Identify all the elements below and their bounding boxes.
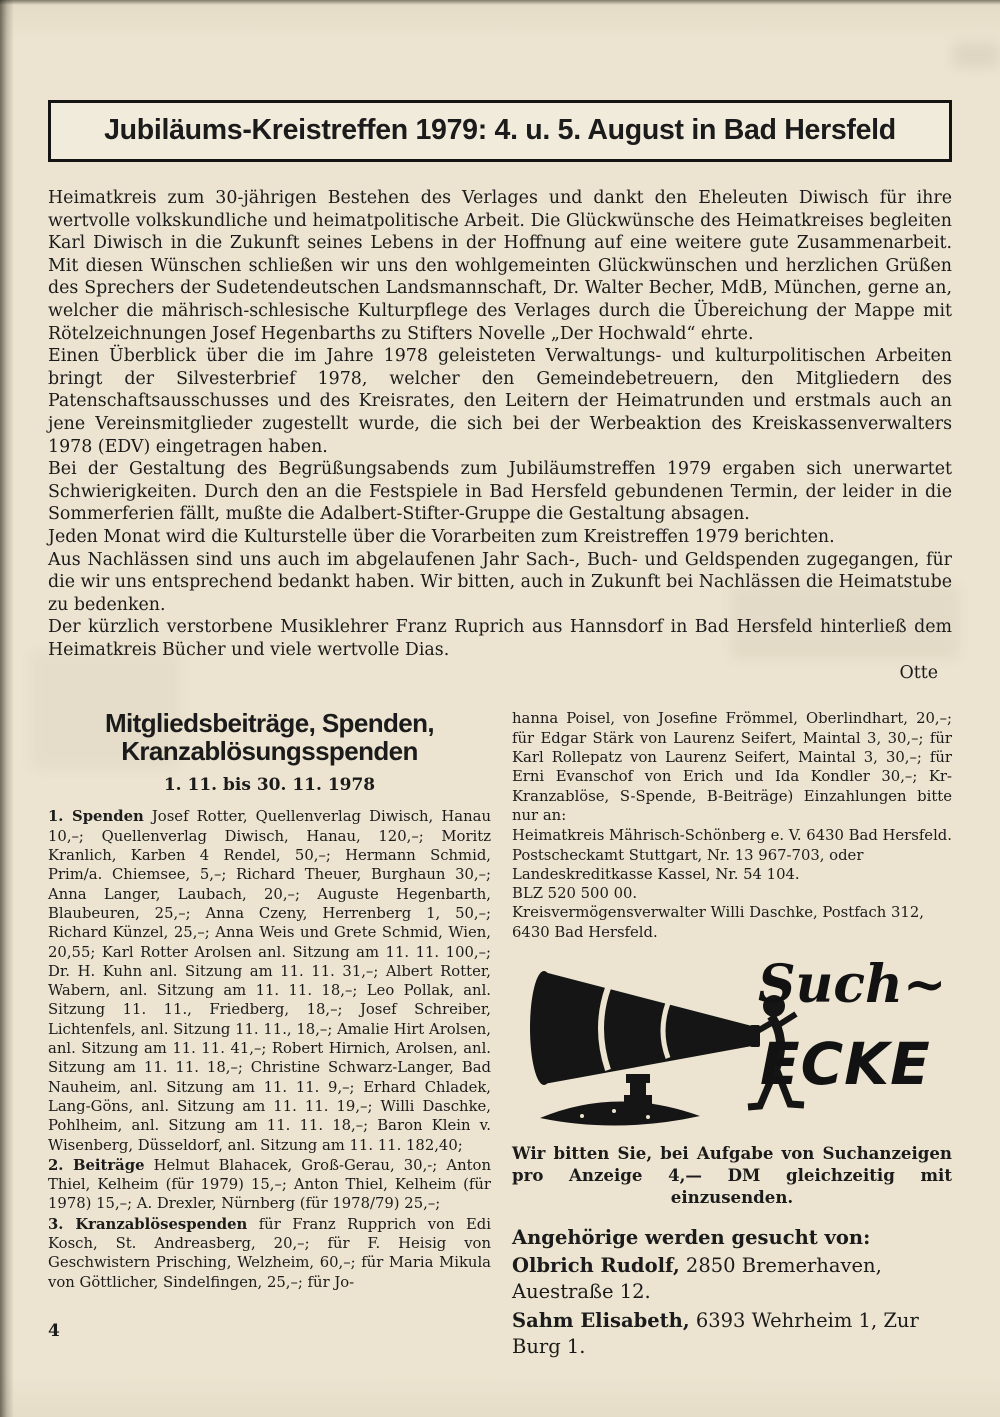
gesucht-heading: Angehörige werden gesucht von: [512, 1226, 871, 1250]
section-label: 1. Spenden [48, 808, 144, 826]
article-title: Jubiläums-Kreistreffen 1979: 4. u. 5. August in Bad Hersfeld [104, 114, 896, 146]
donations-list [48, 807, 491, 1291]
intro-paragraph: Heimatkreis zum 30-jährigen Bestehen des Verlages und dankt den Eheleuten Diwisch für ihre wertvolle volkskundliche und heimatpolitische Arbeit. Die Glückwünsche des Heimatkreises begleiten Karl Diwisch in die Zukunft seines Lebens in der Hoffnung auf eine weitere gute Zusammenarbeit. Mit diesen Wünschen schließen wir uns den wohlgemeinten Glückwünschen und herzlichen Grüßen des Sprechers der Sudetendeutschen Landsmannschaft, Dr. Walter Becher, MdB, München, gerne an, welcher die mährisch-schlesische Kulturpflege des Verlages durch die Übereichung der Mappe mit Rötelzeichnungen Josef Hegenbarths zu Stifters Novelle „Der Hochwald“ ehrte. [48, 188, 952, 344]
donations-heading-line2: Kranzablösungsspenden [121, 736, 418, 767]
article-title-box [48, 100, 952, 162]
gesucht-name: Sahm Elisabeth, [512, 1309, 690, 1333]
author-signature: Otte [899, 663, 938, 684]
intro-text-block [48, 187, 952, 661]
scan-edge-shadow-left [0, 0, 14, 1417]
section-text: Josef Rotter, Quellenverlag Diwisch, Hanau 10,–; Quellenverlag Diwisch, Hanau, 120,–; Moritz Kranlich, Karben 4 Rendel, 50,–; Hermann Schmid, Prim/a. Chiemsee, 5,–; Richard Theuer, Burghaun 30,–; Anna Langer, Laubach, 20,–; Auguste Hegenbarth, Blaubeuren, 25,–; Anna Czeny, Herrenberg 1, 50,–; Richard Künzel, 25,–; Anna Weis und Grete Schmid, Wien, 20,55; Karl Rotter Arolsen anl. Sitzung am 11. 11. 100,–; Dr. H. Kuhn anl. Sitzung am 11. 11. 31,–; Albert Rotter, Wabern, anl. Sitzung am 11. 11. 18,–; Leo Pollak, anl. Sitzung 11. 11., Friedberg, 18,–; Josef Schreiber, Lichtenfels, anl. Sitzung 11. 11., 18,–; Amalie Hirt Arolsen, anl. Sitzung am 11. 11. 41,–; Robert Hirnich, Arolsen, anl. Sitzung am 11. 11. 18,–; Christine Schwarz-Langer, Bad Nauheim, anl. Sitzung am 11. 11. 9,–; Erhard Chladek, Lang-Göns, anl. Sitzung am 11. 11. 19,–; Willi Daschke, Pohlheim, anl. Sitzung am 11. 11. 18,–; Baron Klein v. Wisenberg, Düsseldorf, anl. Sitzung am 11. 11. 182,40; [48, 808, 491, 1154]
section-label: 2. Beiträge [48, 1156, 145, 1174]
such-ecke-illustration [512, 956, 952, 1134]
gesucht-entry [512, 1253, 952, 1304]
treasurer-line: Kreisvermögensverwalter Willi Daschke, Postfach 312, 6430 Bad Hersfeld. [512, 904, 924, 941]
intro-paragraph: Einen Überblick über die im Jahre 1978 geleisteten Verwaltungs- und kulturpolitischen Arbeiten bringt der Silvesterbrief 1978, welcher den Gemeindebetreuern, den Mitgliedern des Patenschaftsausschusses und des Kreisrates, den Leitern der Heimatrunden und erstmals auch an jene Vereinsmitglieder zugestellt wurde, die sich bei der Werbeaktion des Kreiskassenverwalters 1978 (EDV) eingetragen haben. [48, 346, 952, 457]
payee-line: Heimatkreis Mährisch-Schönberg e. V. 6430 Bad Hersfeld. [512, 827, 952, 845]
left-column [48, 709, 491, 1359]
donations-section-kranzabloese [48, 1215, 491, 1292]
donations-section-beitraege [48, 1156, 491, 1214]
right-column [512, 709, 952, 1359]
gesucht-address: 6393 Wehrheim 1, Zur Burg 1. [512, 1309, 919, 1358]
donations-section-spenden [48, 807, 491, 1154]
gesucht-name: Olbrich Rudolf, [512, 1254, 680, 1278]
two-column-section [48, 709, 952, 1359]
gesucht-entry [512, 1308, 952, 1359]
donations-continuation [512, 709, 952, 825]
intro-paragraph: Aus Nachlässen sind uns auch im abgelaufenen Jahr Sach-, Buch- und Geldspenden zugegangen, für die wir uns entsprechend bedankt haben. Wir bitten, auch in Zukunft bei Nachlässen die Heimatstube zu bedenken. [48, 549, 952, 615]
page-number: 4 [48, 1321, 60, 1341]
continuation-paragraph: hanna Poisel, von Josefine Frömmel, Oberlindhart, 20,–; für Edgar Stärk von Laurenz Seifert, Maintal 3, 30,–; für Karl Rollepatz von Laurenz Seifert, Maintal 3, 30,–; für Erni Evanschof von Erich und Ida Kondler 30,–; Kr-Kranzablöse, S-Spende, B-Beiträge) Einzahlungen bitte nur an: [512, 710, 952, 824]
suchanzeigen-fee-notice: Wir bitten Sie, bei Aufgabe von Suchanzeigen pro Anzeige 4,— DM gleichzeitig mit einzusenden. [512, 1143, 952, 1208]
bank-line: Postscheckamt Stuttgart, Nr. 13 967-703, oder Landeskreditkasse Kassel, Nr. 54 104. [512, 846, 864, 883]
payment-address-block [512, 826, 952, 942]
intro-paragraph: Der kürzlich verstorbene Musiklehrer Franz Ruprich aus Hannsdorf in Bad Hersfeld hinterließ dem Heimatkreis Bücher und viele wertvolle Dias. [48, 617, 952, 660]
section-label: 3. Kranzablösespenden [48, 1215, 248, 1233]
donations-heading [48, 709, 491, 765]
such-script-text: Such~ [758, 956, 947, 1016]
section-text: für Franz Rupprich von Edi Kosch, St. Andreasberg, 20,–; für F. Heisig von Geschwistern Prisching, Welzheim, 60,–; für Maria Mikula von Göttlicher, Sindelfingen, 25,–; für Jo- [48, 1215, 491, 1291]
donations-heading-line1: Mitgliedsbeiträge, Spenden, [104, 708, 435, 739]
intro-paragraph: Jeden Monat wird die Kulturstelle über die Vorarbeiten zum Kreistreffen 1979 berichten. [48, 526, 835, 547]
section-text: Helmut Blahacek, Groß-Gerau, 30,-; Anton Thiel, Kelheim (für 1979) 15,–; Anton Thiel, Kelheim (für 1978) 15,–; A. Drexler, Nürnberg (für 1978/79) 25,–; [48, 1156, 491, 1213]
intro-paragraph: Bei der Gestaltung des Begrüßungsabends zum Jubiläumstreffen 1979 ergaben sich unerwartet Schwierigkeiten. Durch den an die Festspiele in Bad Hersfeld gebundenen Termin, der leider in die Sommerferien fällt, mußte die Adalbert-Stifter-Gruppe die Gestaltung absagen. [48, 459, 952, 525]
scan-artifact [952, 42, 1000, 68]
gesucht-address: 2850 Bremerhaven, Auestraße 12. [512, 1254, 882, 1303]
ecke-text: ECKE [760, 1030, 931, 1099]
donations-date-range: 1. 11. bis 30. 11. 1978 [163, 775, 376, 796]
page-content [48, 0, 952, 1359]
blz-line: BLZ 520 500 00. [512, 885, 638, 903]
